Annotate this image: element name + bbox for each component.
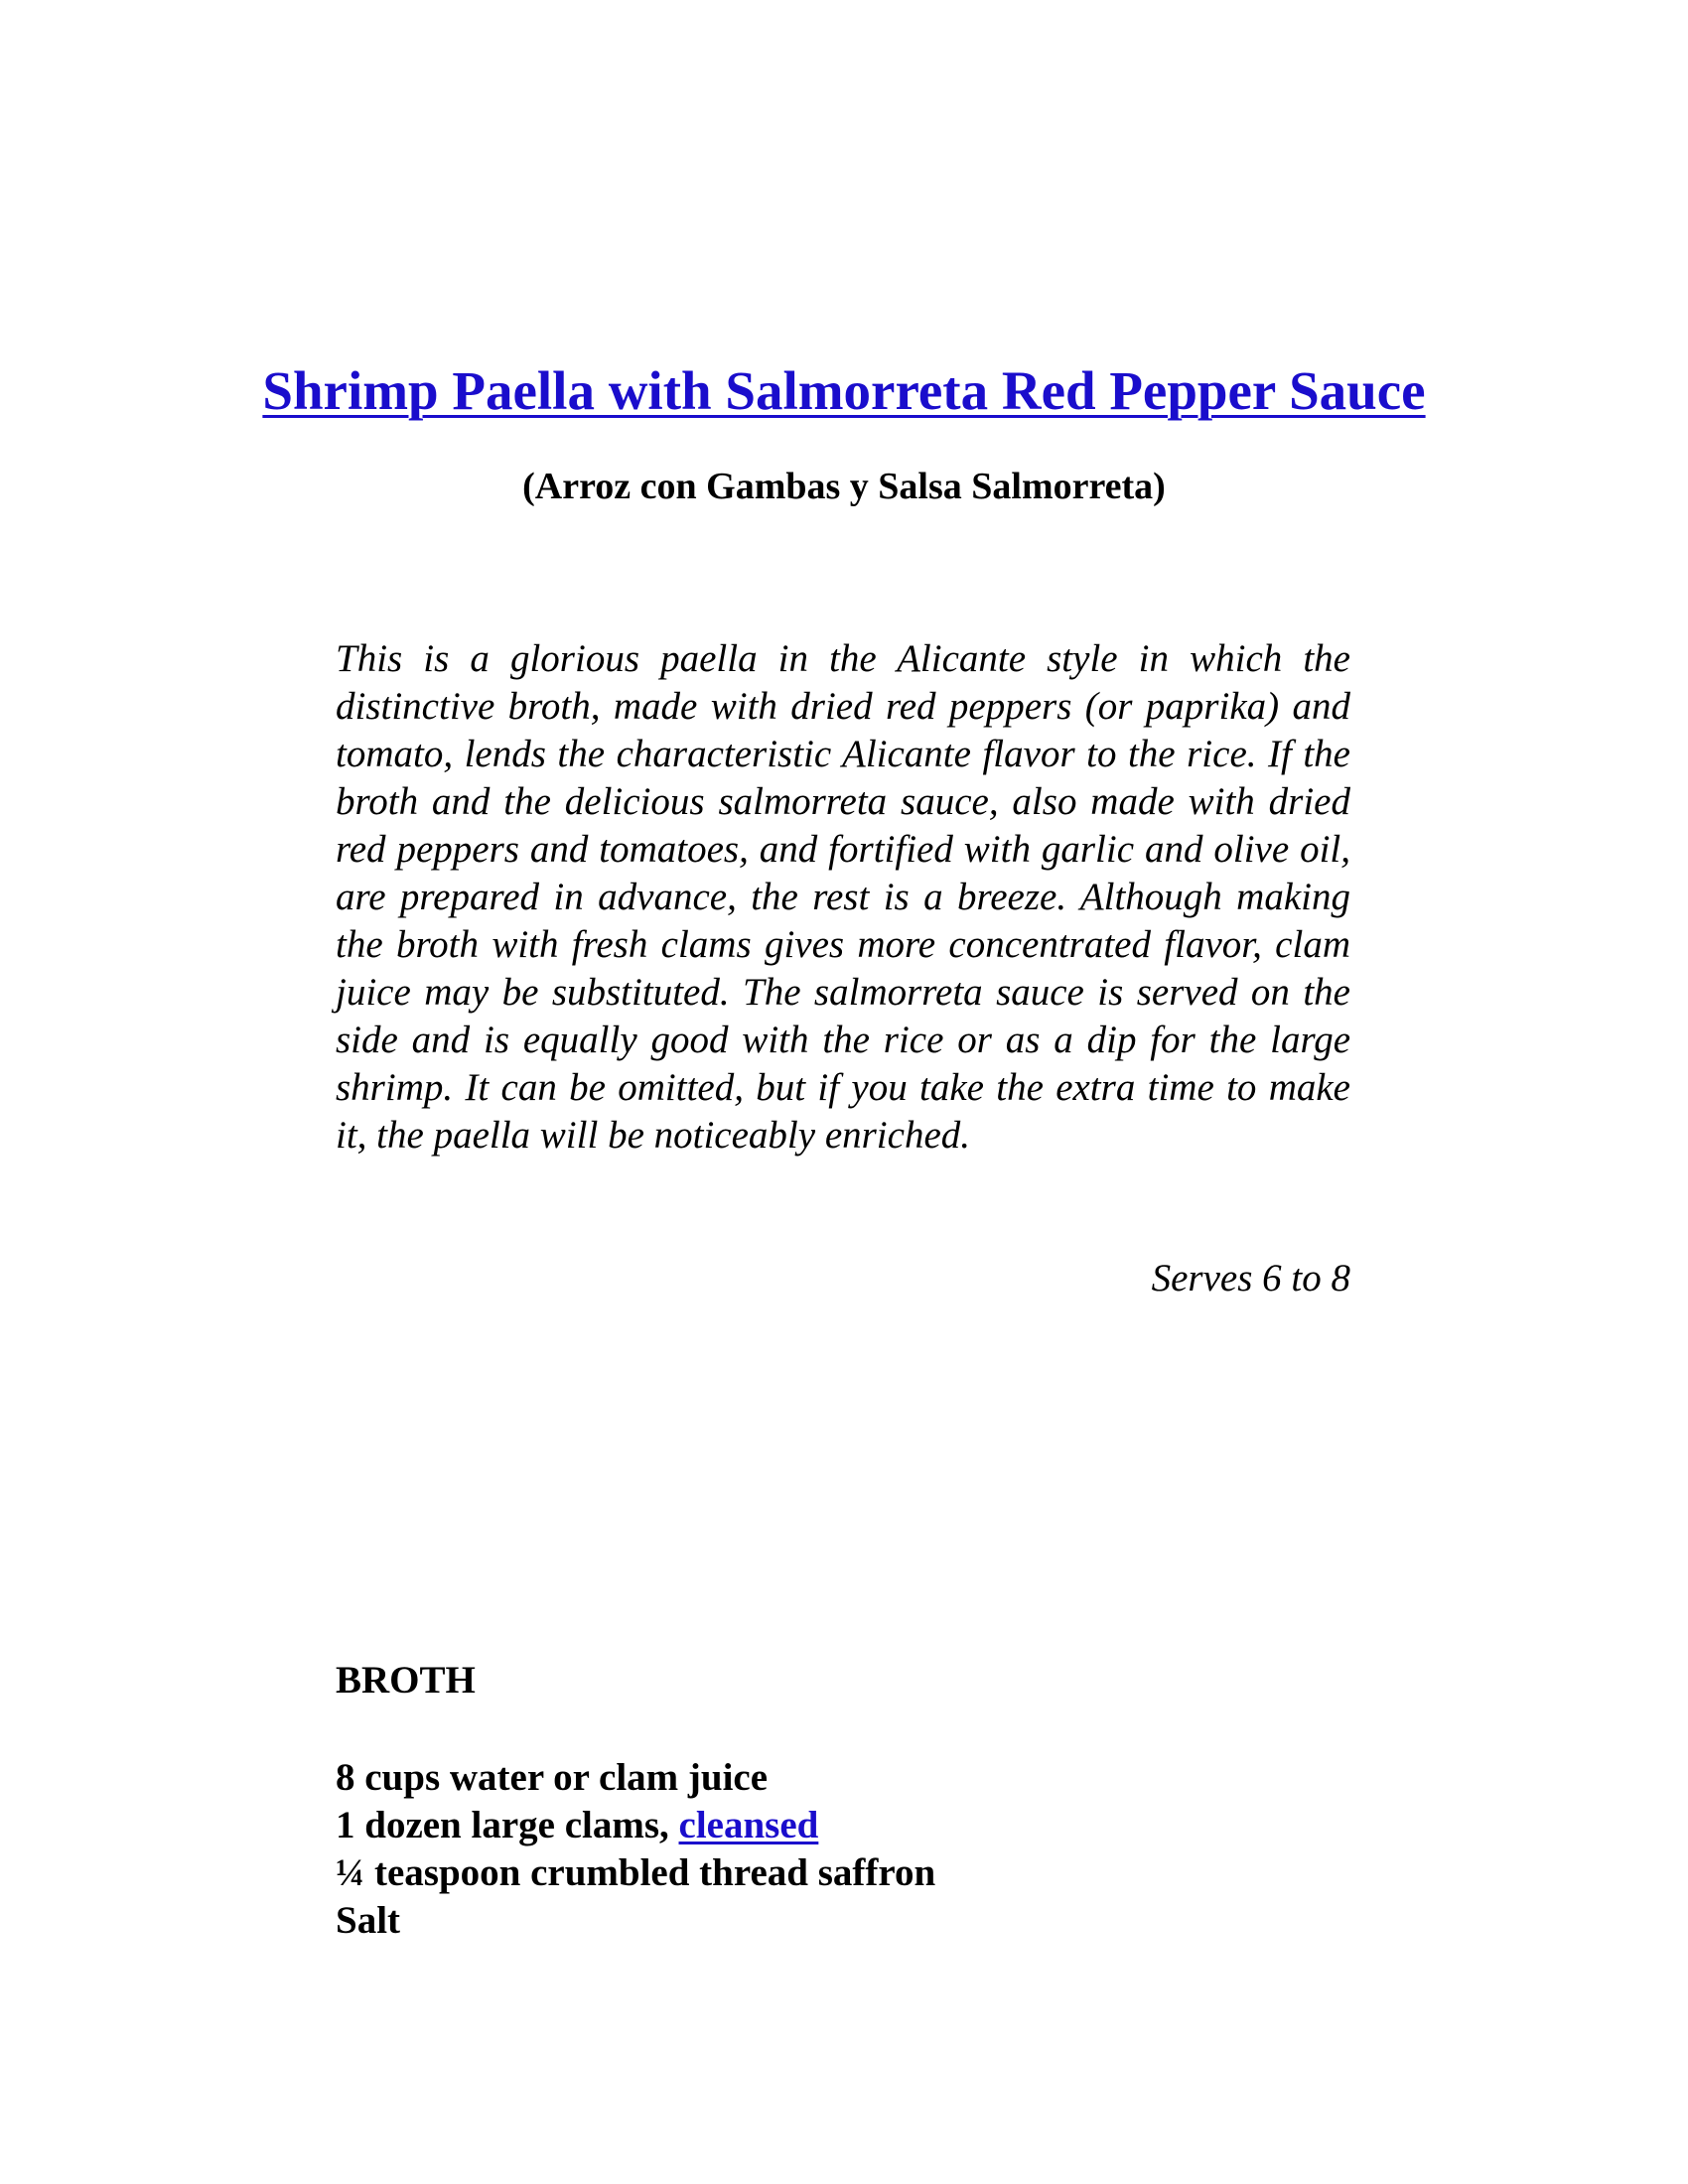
serves-note: Serves 6 to 8 (1151, 1257, 1350, 1299)
ingredient-text: 8 cups water or clam juice (336, 1756, 769, 1799)
ingredient-text: ¼ teaspoon crumbled thread saffron (336, 1851, 936, 1894)
ingredient-item (336, 1802, 935, 1849)
broth-ingredient-list (336, 1754, 935, 1945)
broth-heading: BROTH (336, 1659, 476, 1702)
ingredient-item (336, 1754, 935, 1802)
title-link[interactable]: Shrimp Paella with Salmorreta Red Pepper Sauce (262, 360, 1426, 421)
ingredient-item (336, 1897, 935, 1945)
ingredient-text: Salt (336, 1899, 401, 1942)
ingredient-item (336, 1849, 935, 1897)
page-title (0, 359, 1688, 422)
ingredient-text: 1 dozen large clams, (336, 1804, 679, 1846)
cleansed-link[interactable]: cleansed (678, 1804, 819, 1846)
page-subtitle: (Arroz con Gambas y Salsa Salmorreta) (522, 466, 1166, 507)
intro-paragraph: This is a glorious paella in the Alicante style in which the distinctive broth, made with dried red peppers (or paprika) and tomato, lends the characteristic Alicante flavor to the rice. If the broth and the delicious salmorreta sauce, also made with dried red peppers and tomatoes, and fortified with garlic and olive oil, are prepared in advance, the rest is a breeze. Although making the broth with fresh clams gives more concentrated flavor, clam juice may be substituted. The salmorreta sauce is served on the side and is equally good with the rice or as a dip for the large shrimp. It can be omitted, but if you take the extra time to make it, the paella will be noticeably enriched. (336, 637, 1350, 1157)
